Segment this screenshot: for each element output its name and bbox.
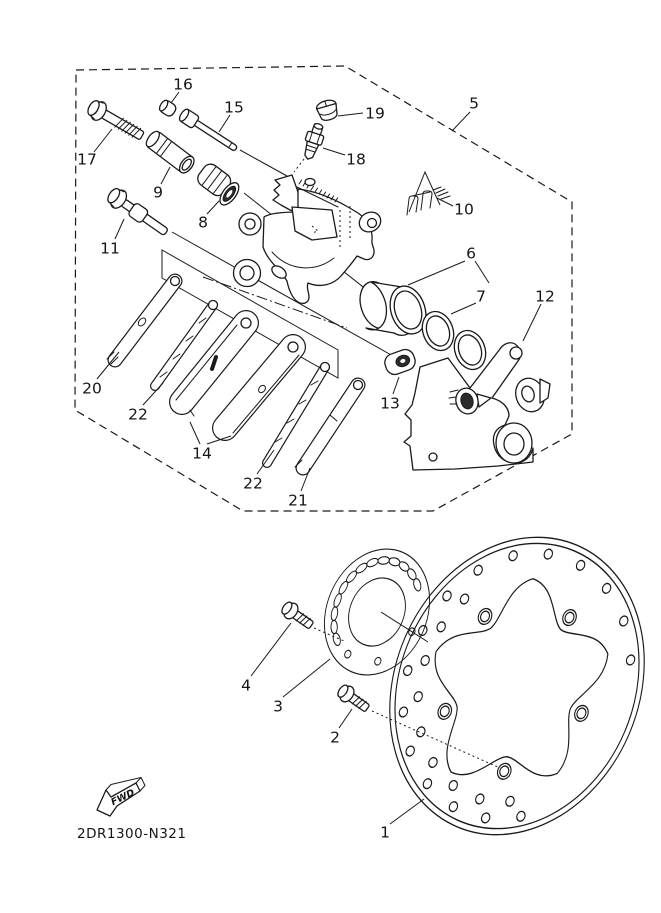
- callout-number: 5: [469, 94, 479, 113]
- sensor-rotor: [306, 533, 449, 692]
- callout-number: 10: [454, 200, 474, 219]
- callout-number: 2: [330, 728, 340, 747]
- sensor-bolt: [279, 599, 316, 632]
- caliper-body: [234, 175, 385, 303]
- callout-number: 3: [273, 697, 283, 716]
- callout-15: [219, 99, 244, 133]
- callout-number: 13: [380, 394, 400, 413]
- callout-number: 7: [476, 287, 486, 306]
- callout-2: [330, 709, 352, 747]
- callout-1: [380, 799, 424, 842]
- slide-sleeve: [144, 129, 197, 176]
- callout-number: 14: [192, 444, 212, 463]
- cap-nut: [382, 347, 417, 377]
- fwd-label: FWD: [109, 787, 137, 809]
- callout-12: [523, 288, 555, 342]
- caliper-bolt: [85, 97, 147, 145]
- callout-number: 15: [224, 98, 244, 117]
- callout-number: 22: [128, 405, 148, 424]
- callout-number: 12: [535, 287, 555, 306]
- callout-number: 17: [77, 150, 97, 169]
- part-code: 2DR1300-N321: [77, 826, 187, 842]
- fwd-arrow: [97, 778, 145, 817]
- callout-5: [452, 95, 479, 132]
- callout-7: [451, 288, 486, 315]
- callout-9: [153, 167, 170, 202]
- callout-20: [82, 352, 119, 398]
- bleeder-cap: [315, 98, 340, 122]
- callout-4: [241, 623, 291, 695]
- callout-number: 19: [365, 104, 385, 123]
- callout-19: [338, 105, 385, 123]
- callout-number: 21: [288, 491, 308, 510]
- piston: [354, 277, 431, 338]
- callout-6: [408, 245, 476, 286]
- callout-number: 20: [82, 379, 102, 398]
- callout-number: 16: [173, 75, 193, 94]
- callout-number: 6: [466, 244, 476, 263]
- callout-17: [77, 129, 112, 169]
- disc-bolt: [335, 682, 372, 715]
- callout-16: [171, 76, 193, 104]
- callout-3: [273, 659, 330, 716]
- callout-13: [380, 377, 400, 413]
- disc-drilled-holes: [358, 512, 661, 854]
- pin-cap: [158, 98, 178, 117]
- callout-number: 8: [198, 213, 208, 232]
- callout-number: 22: [243, 474, 263, 493]
- boot-seal: [193, 161, 243, 208]
- callout-22: [128, 383, 163, 424]
- callout-number: 18: [346, 150, 366, 169]
- callout-22: [243, 450, 274, 493]
- callout-number: 9: [153, 183, 163, 202]
- brake-disc: [345, 498, 661, 875]
- callout-number: 4: [241, 676, 251, 695]
- callout-18: [323, 148, 366, 169]
- callout-10: [437, 198, 474, 219]
- callout-8: [198, 201, 219, 232]
- callout-11: [100, 219, 124, 258]
- brake-pad-set: [107, 277, 363, 469]
- callout-number: 1: [380, 823, 390, 842]
- callout-number: 11: [100, 239, 120, 258]
- bleed-screw: [300, 121, 328, 161]
